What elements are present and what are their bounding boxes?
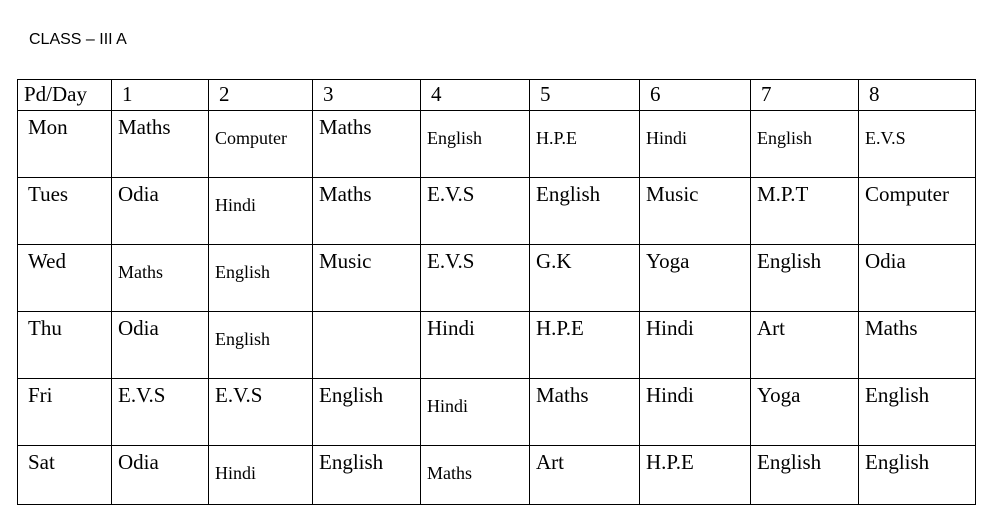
header-cell: 8 [859,80,976,111]
header-cell: 7 [751,80,859,111]
period-cell: E.V.S [112,379,209,446]
period-cell: Art [530,446,640,505]
day-cell: Thu [18,312,112,379]
period-cell: Odia [112,178,209,245]
period-cell: Music [313,245,421,312]
period-cell: English [209,312,313,379]
day-cell: Sat [18,446,112,505]
period-cell: Maths [313,111,421,178]
period-cell: English [751,245,859,312]
day-cell: Tues [18,178,112,245]
period-cell: Maths [530,379,640,446]
period-cell: English [751,446,859,505]
day-cell: Fri [18,379,112,446]
period-cell: English [859,446,976,505]
header-cell: 4 [421,80,530,111]
period-cell: H.P.E [640,446,751,505]
period-cell: English [313,379,421,446]
timetable [17,79,976,505]
period-cell: Hindi [640,312,751,379]
period-cell: Odia [859,245,976,312]
period-cell: Yoga [640,245,751,312]
class-title: CLASS – III A [29,31,127,48]
header-cell: 6 [640,80,751,111]
period-cell: English [751,111,859,178]
header-cell: 1 [112,80,209,111]
period-cell: G.K [530,245,640,312]
period-cell: Odia [112,312,209,379]
table-row [18,446,976,505]
period-cell: M.P.T [751,178,859,245]
period-cell: Odia [112,446,209,505]
period-cell [313,312,421,379]
period-cell: Hindi [421,379,530,446]
period-cell: English [209,245,313,312]
table-row [18,379,976,446]
period-cell: English [313,446,421,505]
period-cell: Computer [209,111,313,178]
period-cell: Maths [859,312,976,379]
day-cell: Wed [18,245,112,312]
period-cell: Hindi [209,446,313,505]
period-cell: H.P.E [530,312,640,379]
table-row [18,312,976,379]
period-cell: E.V.S [421,245,530,312]
period-cell: Yoga [751,379,859,446]
table-row [18,111,976,178]
day-cell: Mon [18,111,112,178]
period-cell: Hindi [640,111,751,178]
header-cell: 2 [209,80,313,111]
period-cell: Hindi [640,379,751,446]
period-cell: Computer [859,178,976,245]
period-cell: H.P.E [530,111,640,178]
table-row [18,245,976,312]
period-cell: E.V.S [421,178,530,245]
table-row [18,178,976,245]
header-cell: 3 [313,80,421,111]
period-cell: E.V.S [859,111,976,178]
period-cell: E.V.S [209,379,313,446]
period-cell: Hindi [209,178,313,245]
period-cell: Maths [112,245,209,312]
period-cell: Hindi [421,312,530,379]
period-cell: Maths [313,178,421,245]
header-cell: 5 [530,80,640,111]
period-cell: Art [751,312,859,379]
header-row [18,80,976,111]
period-cell: Maths [421,446,530,505]
period-cell: Music [640,178,751,245]
period-cell: English [421,111,530,178]
period-cell: English [530,178,640,245]
header-cell: Pd/Day [18,80,112,111]
period-cell: Maths [112,111,209,178]
period-cell: English [859,379,976,446]
